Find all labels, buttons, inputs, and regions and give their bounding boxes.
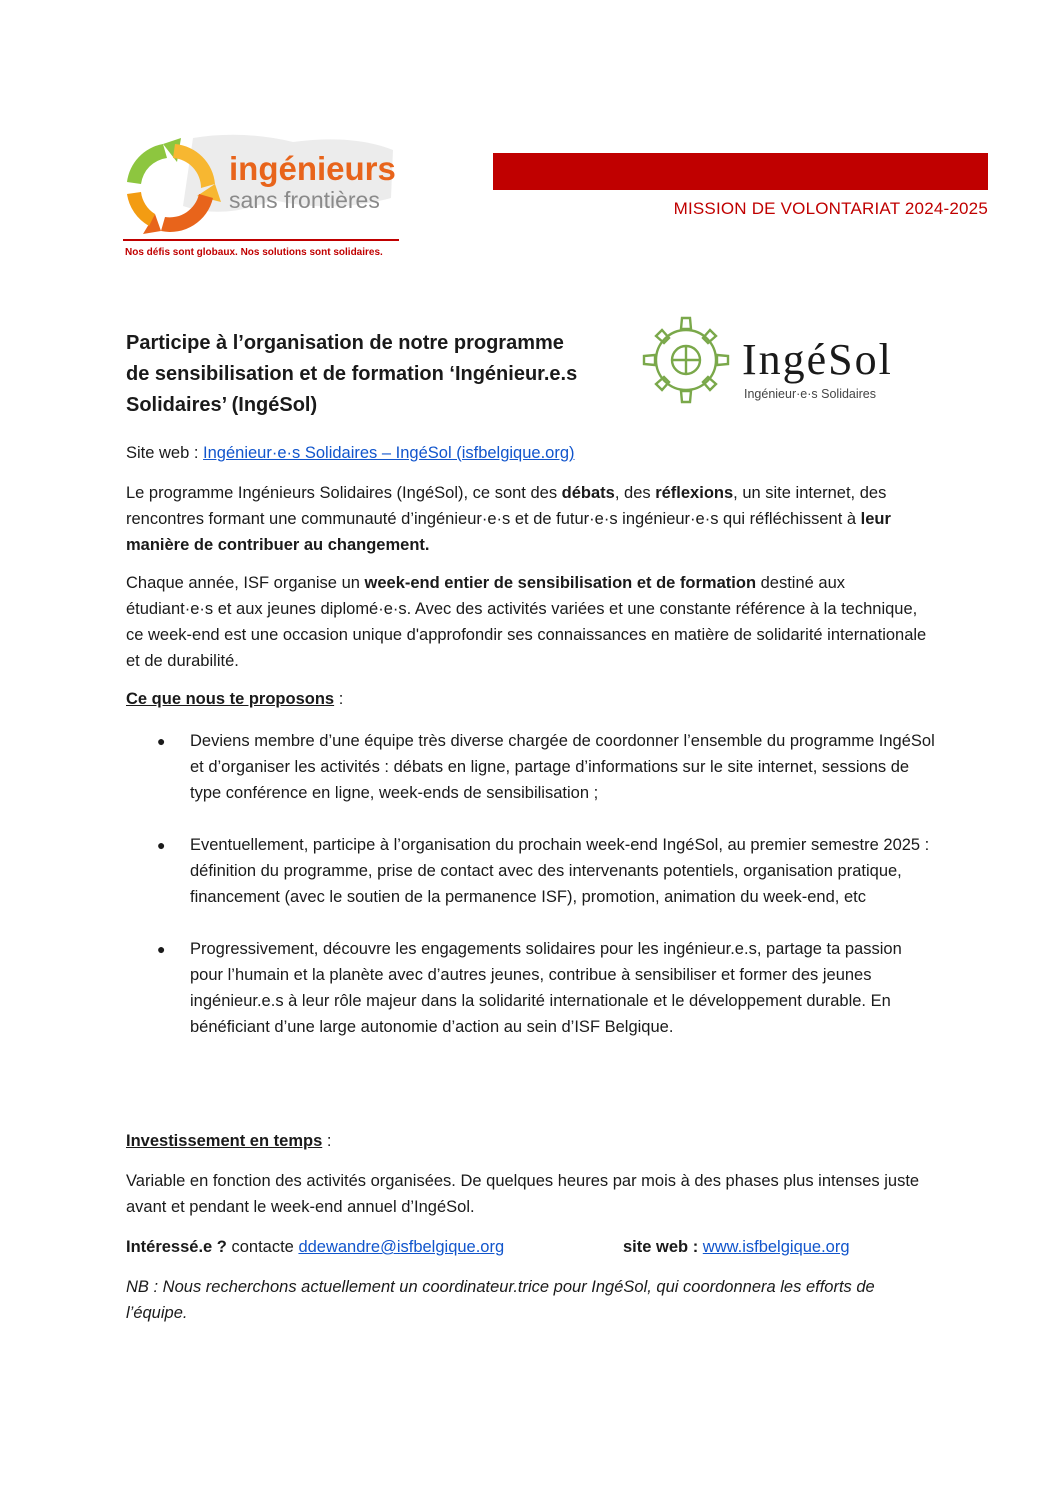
nb-note: NB : Nous recherchons actuellement un coordinateur.trice pour IngéSol, qui coordonnera les efforts de l’équipe. <box>126 1278 875 1322</box>
gear-icon <box>644 318 728 402</box>
intro-text-1: Le programme Ingénieurs Solidaires (IngéSol), ce sont des <box>126 484 562 502</box>
list-item-text: Progressivement, découvre les engagements solidaires pour les ingénieur.e.s, partage ta passion pour l’humain et la planète avec d’autres jeunes, contribue à sensibiliser et former des jeunes ingénieur.e.s à leur rôle majeur dans la solidarité internationale et le développement durable. En bénéficiant d’une large autonomie d’action au sein d’ISF Belgique. <box>190 940 902 1036</box>
list-item <box>126 832 936 910</box>
intro-bold-reflexions: réflexions <box>655 484 734 502</box>
logo-red-rule <box>123 239 399 241</box>
weekend-text-1: Chaque année, ISF organise un <box>126 574 365 592</box>
proposons-list <box>126 728 936 1066</box>
site-web-label: Site web : <box>126 444 204 462</box>
contact-site <box>623 1234 850 1260</box>
investissement-heading-line <box>126 1128 936 1154</box>
proposons-heading: Ce que nous te proposons <box>126 690 335 708</box>
logo-tagline: Nos défis sont globaux. Nos solutions sont solidaires. <box>125 247 383 258</box>
contact-label-bold: Intéressé.e ? <box>126 1238 227 1256</box>
intro-bold-debats: débats <box>561 484 615 502</box>
mission-title: MISSION DE VOLONTARIAT 2024-2025 <box>673 199 988 218</box>
site-web-line <box>126 440 936 466</box>
intro-text-3: , un site internet, des rencontres formant une communauté d’ingénieur·e·s et de futur·e·s ingénieur·e·s qui réfléchissent à <box>126 484 887 528</box>
ingesol-site-link[interactable]: Ingénieur·e·s Solidaires – IngéSol (isfbelgique.org) <box>203 444 575 462</box>
list-item <box>126 936 936 1040</box>
page-title-line-2: de sensibilisation et de formation ‘Ingénieur.e.s <box>126 363 578 385</box>
page-title <box>126 328 626 421</box>
bullet-icon: ● <box>157 941 166 957</box>
investissement-heading: Investissement en temps <box>126 1132 323 1150</box>
intro-text-2: , des <box>614 484 656 502</box>
list-item <box>126 728 936 806</box>
list-item-text: Eventuellement, participe à l’organisation du prochain week-end IngéSol, au premier semestre 2025 : définition du programme, prise de contact avec des intervenants potentiels, organisation pratique, financement (avec le soutien de la permanence ISF), promotion, animation du week-end, etc <box>190 836 930 906</box>
header-red-band <box>493 153 988 190</box>
list-item-text: Deviens membre d’une équipe très diverse chargée de coordonner l’ensemble du programme IngéSol et d’organiser les activités : débats en ligne, partage d’informations sur le site internet, sessions de type conférence en ligne, week-ends de sensibilisation ; <box>190 732 935 802</box>
logo-word-sans-frontieres: sans frontières <box>229 187 380 213</box>
isf-logo <box>123 128 403 258</box>
page-title-line-3: Solidaires’ (IngéSol) <box>126 394 318 416</box>
weekend-paragraph <box>126 570 936 674</box>
proposons-heading-line <box>126 686 936 712</box>
ingesol-logo-subtitle: Ingénieur·e·s Solidaires <box>744 387 877 401</box>
intro-paragraph <box>126 480 936 558</box>
contact-site-label: site web : <box>623 1238 703 1256</box>
ingesol-logo-name: IngéSol <box>742 335 893 384</box>
contact-label: contacte <box>226 1238 299 1256</box>
proposons-colon: : <box>334 690 344 708</box>
page-title-line-1: Participe à l’organisation de notre programme <box>126 332 564 354</box>
weekend-bold: week-end entier de sensibilisation et de formation <box>364 574 757 592</box>
bullet-icon: ● <box>157 837 166 853</box>
weekend-text-2: destiné aux étudiant·e·s et aux jeunes diplomé·e·s. Avec des activités variées et une constante référence à la technique, ce week-end est une occasion unique d'approfondir ses connaissances en matière de solidarité internationale et de durabilité. <box>126 574 927 670</box>
contact-email-link[interactable]: ddewandre@isfbelgique.org <box>298 1238 505 1256</box>
logo-word-ingenieurs: ingénieurs <box>229 150 396 187</box>
ingesol-logo <box>640 312 975 408</box>
intro-bold-changement: leur manière de contribuer au changement. <box>126 510 891 554</box>
contact-site-link[interactable]: www.isfbelgique.org <box>702 1238 850 1256</box>
investissement-colon: : <box>322 1132 332 1150</box>
bullet-icon: ● <box>157 733 166 749</box>
investissement-paragraph: Variable en fonction des activités organisées. De quelques heures par mois à des phases plus intenses juste avant et pendant le week-end annuel d’IngéSol. <box>126 1172 920 1216</box>
